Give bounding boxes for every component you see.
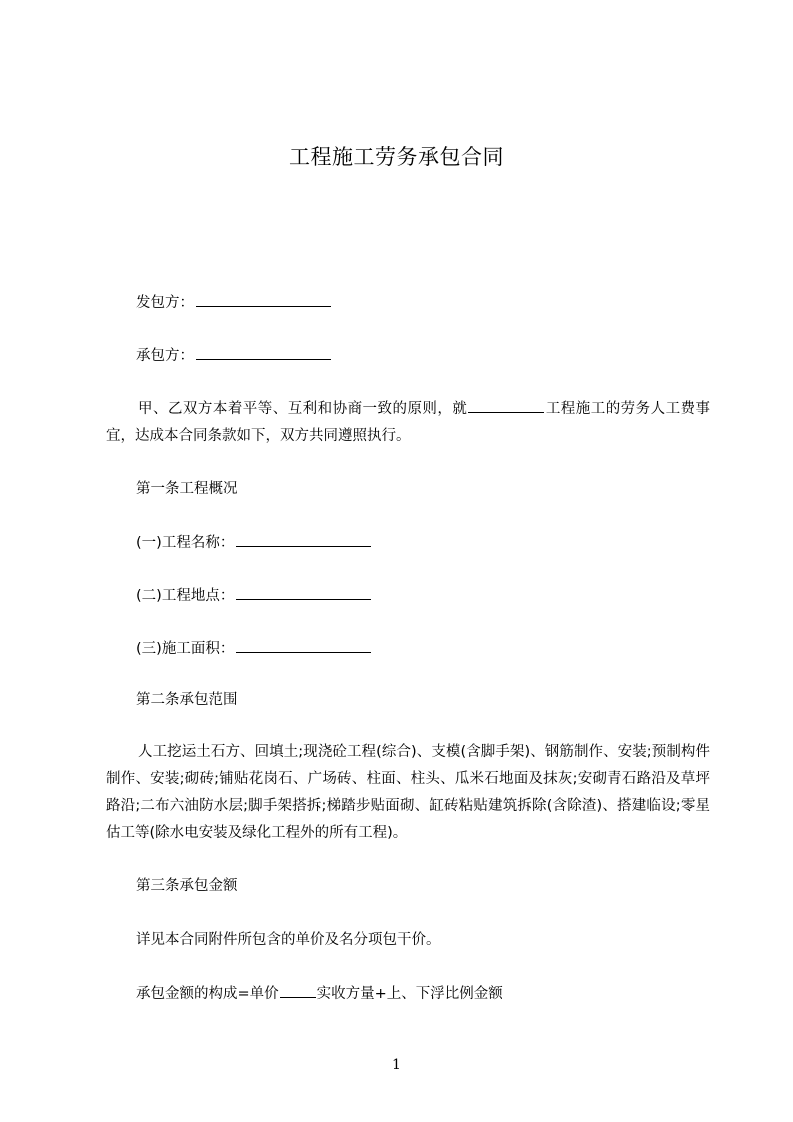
construction-area-line [136, 638, 371, 659]
amount-formula-line [136, 983, 503, 1004]
page-number: 1 [392, 1057, 401, 1073]
project-location-blank [236, 585, 371, 600]
party-a-line [136, 292, 331, 313]
party-a-blank [196, 292, 331, 307]
intro-paragraph [106, 396, 710, 450]
construction-area-label: (三)施工面积： [136, 641, 235, 657]
intro-text-after: 工程施工的劳务人工费事宜，达成本合同条款如下，双方共同遵照执行。 [106, 401, 711, 444]
intro-text-before: 甲、乙双方本着平等、互利和协商一致的原则，就 [138, 401, 468, 417]
project-name-field-blank [236, 532, 371, 547]
project-location-line [136, 585, 371, 606]
party-b-line [136, 345, 331, 366]
article1-heading: 第一条工程概况 [136, 481, 238, 497]
party-b-blank [196, 345, 331, 360]
article3-text: 详见本合同附件所包含的单价及名分项包干价。 [136, 932, 441, 948]
project-name-blank [468, 398, 544, 413]
article2-paragraph: 人工挖运土石方、回填土;现浇砼工程(综合)、支模(含脚手架)、钢筋制作、安装;预制构件制作、安装;砌砖;铺贴花岗石、广场砖、柱面、柱头、瓜米石地面及抹灰;安砌青石路沿及草坪路沿;二布六油防水层;脚手架搭拆;梯踏步贴面砌、缸砖粘贴建筑拆除(含除渣)、搭建临设;零星估工等(除水电安装及绿化工程外的所有工程)。 [106, 744, 710, 841]
party-b-label: 承包方： [136, 348, 194, 364]
unit-price-blank [280, 983, 316, 998]
formula-before: 承包金额的构成=单价 [136, 986, 279, 1002]
page-title: 工程施工劳务承包合同 [289, 145, 504, 169]
article3-heading: 第三条承包金额 [136, 878, 238, 894]
party-a-label: 发包方： [136, 295, 194, 311]
project-name-label: (一)工程名称： [136, 535, 235, 551]
project-location-label: (二)工程地点： [136, 588, 235, 604]
article2-heading: 第二条承包范围 [136, 692, 238, 708]
formula-after: 实收方量+上、下浮比例金额 [316, 986, 503, 1002]
construction-area-blank [236, 638, 371, 653]
project-name-line [136, 532, 371, 553]
